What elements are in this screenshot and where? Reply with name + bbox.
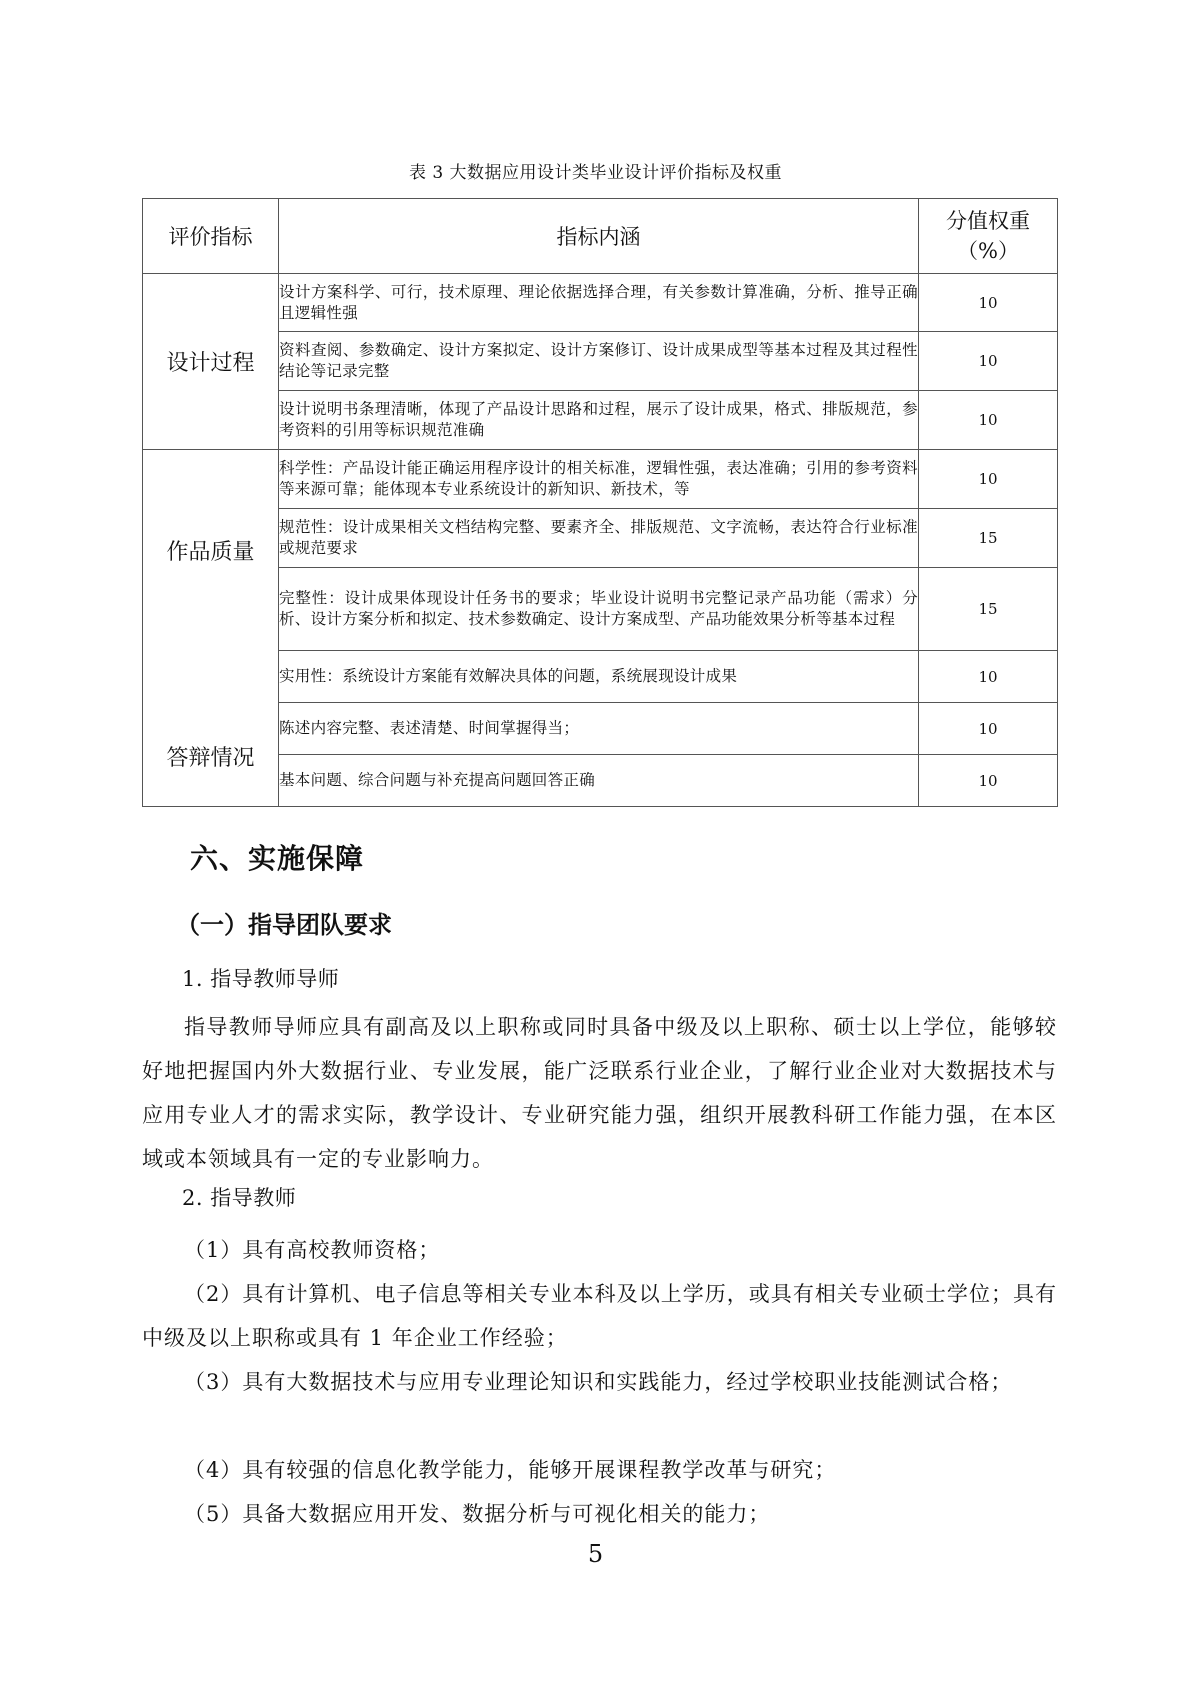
- indicator-desc: 基本问题、综合问题与补充提高问题回答正确: [279, 755, 919, 807]
- table-row: [143, 450, 1058, 509]
- table-row: [143, 703, 1058, 755]
- indicator-weight: 10: [919, 391, 1058, 450]
- table-row: [143, 651, 1058, 703]
- requirement-2: （2）具有计算机、电子信息等相关专业本科及以上学历，或具有相关专业硕士学位；具有中级及以上职称或具有 1 年企业工作经验；: [142, 1282, 1057, 1350]
- subsection-title: （一）指导团队要求: [176, 911, 392, 939]
- indicator-weight: 15: [919, 509, 1058, 568]
- header-indicator: 评价指标: [143, 199, 279, 274]
- header-weight: [919, 199, 1058, 274]
- table-row: [143, 509, 1058, 568]
- page-number: 5: [587, 1540, 604, 1568]
- category-defense: [143, 703, 279, 807]
- table-row: [143, 568, 1058, 651]
- indicator-weight: 10: [919, 703, 1058, 755]
- item2-title: 2. 指导教师: [182, 1186, 297, 1210]
- requirement-1: （1）具有高校教师资格；: [184, 1238, 441, 1262]
- indicator-weight: 10: [919, 274, 1058, 332]
- indicator-weight: 10: [919, 651, 1058, 703]
- indicator-desc: 实用性：系统设计方案能有效解决具体的问题，系统展现设计成果: [279, 651, 919, 703]
- category-spacer: [143, 651, 279, 703]
- indicator-desc: 完整性：设计成果体现设计任务书的要求；毕业设计说明书完整记录产品功能（需求）分析、设计方案分析和拟定、技术参数确定、设计方案成型、产品功能效果分析等基本过程: [279, 568, 919, 651]
- indicator-weight: 10: [919, 755, 1058, 807]
- header-content: 指标内涵: [279, 199, 919, 274]
- indicator-weight: 15: [919, 568, 1058, 651]
- table-row: [143, 755, 1058, 807]
- header-weight-line1: 分值权重: [946, 209, 1030, 233]
- section-title: 六、实施保障: [190, 842, 365, 875]
- indicator-desc: 陈述内容完整、表述清楚、时间掌握得当；: [279, 703, 919, 755]
- indicator-weight: 10: [919, 332, 1058, 391]
- requirement-3: （3）具有大数据技术与应用专业理论知识和实践能力，经过学校职业技能测试合格；: [184, 1370, 1013, 1394]
- category-work-quality: 作品质量: [143, 450, 279, 651]
- category-design-process: 设计过程: [143, 274, 279, 450]
- evaluation-table: [142, 198, 1058, 807]
- table-header-row: [143, 199, 1058, 274]
- indicator-desc: 资料查阅、参数确定、设计方案拟定、设计方案修订、设计成果成型等基本过程及其过程性结论等记录完整: [279, 332, 919, 391]
- indicator-desc: 科学性：产品设计能正确运用程序设计的相关标准，逻辑性强，表达准确；引用的参考资料等来源可靠；能体现本专业系统设计的新知识、新技术，等: [279, 450, 919, 509]
- indicator-weight: 10: [919, 450, 1058, 509]
- category-defense-label: 答辩情况: [166, 745, 255, 771]
- indicator-desc: 规范性：设计成果相关文档结构完整、要素齐全、排版规范、文字流畅，表达符合行业标准或规范要求: [279, 509, 919, 568]
- indicator-desc: 设计方案科学、可行，技术原理、理论依据选择合理，有关参数计算准确，分析、推导正确且逻辑性强: [279, 274, 919, 332]
- header-weight-line2: （%）: [957, 239, 1019, 263]
- item1-title: 1. 指导教师导师: [182, 967, 340, 991]
- table-caption: 表 3 大数据应用设计类毕业设计评价指标及权重: [408, 163, 783, 183]
- indicator-desc: 设计说明书条理清晰，体现了产品设计思路和过程，展示了设计成果，格式、排版规范，参考资料的引用等标识规范准确: [279, 391, 919, 450]
- requirement-4: （4）具有较强的信息化教学能力，能够开展课程教学改革与研究；: [184, 1458, 837, 1482]
- table-row: [143, 391, 1058, 450]
- table-row: [143, 274, 1058, 332]
- requirement-5: （5）具备大数据应用开发、数据分析与可视化相关的能力；: [184, 1502, 771, 1526]
- item1-body: 指导教师导师应具有副高及以上职称或同时具备中级及以上职称、硕士以上学位，能够较好地把握国内外大数据行业、专业发展，能广泛联系行业企业，了解行业企业对大数据技术与应用专业人才的需求实际，教学设计、专业研究能力强，组织开展教科研工作能力强，在本区域或本领域具有一定的专业影响力。: [142, 1015, 1057, 1171]
- table-row: [143, 332, 1058, 391]
